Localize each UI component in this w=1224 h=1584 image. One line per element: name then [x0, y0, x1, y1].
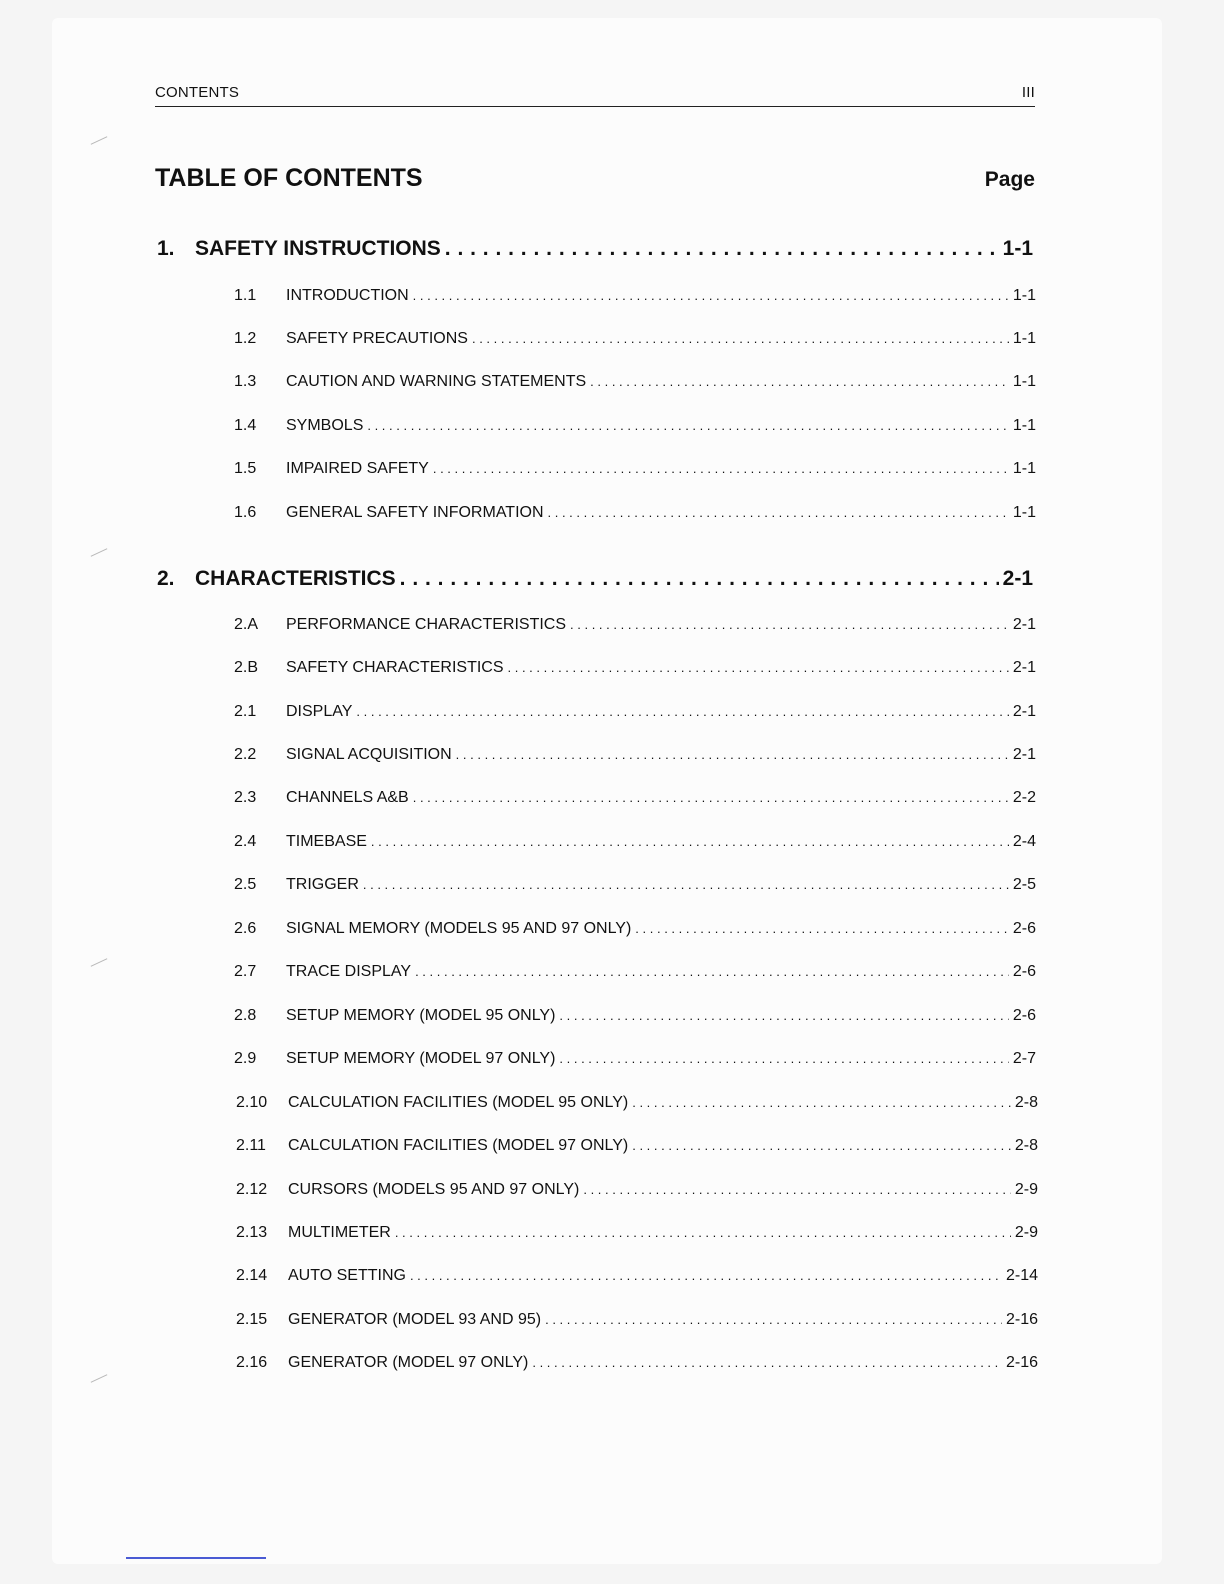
section-number: 2.2 — [234, 746, 257, 763]
section-title: SETUP MEMORY (MODEL 97 ONLY) — [286, 1050, 556, 1067]
section-title: PERFORMANCE CHARACTERISTICS — [286, 616, 567, 633]
section-number: 1.5 — [234, 460, 257, 477]
dot-leader — [559, 1051, 1008, 1066]
dot-leader — [545, 1312, 1002, 1327]
toc-chapter-1[interactable] — [157, 237, 1033, 261]
toc-entry-2-14[interactable] — [236, 1267, 1038, 1285]
section-number: 2.6 — [234, 920, 257, 937]
section-title: SETUP MEMORY (MODEL 95 ONLY) — [286, 1007, 556, 1024]
dot-leader — [433, 461, 1009, 476]
running-header-page-number: III — [1021, 84, 1035, 101]
section-title: INTRODUCTION — [286, 287, 409, 304]
dot-leader — [356, 704, 1008, 719]
dot-leader — [559, 1008, 1008, 1023]
running-header-section: CONTENTS — [155, 84, 240, 101]
section-title: SAFETY PRECAUTIONS — [286, 330, 468, 347]
section-title: IMPAIRED SAFETY — [286, 460, 429, 477]
toc-entry-2-1[interactable] — [234, 703, 1036, 721]
toc-entry-2-6[interactable] — [234, 920, 1036, 938]
section-title: AUTO SETTING — [288, 1267, 406, 1284]
toc-entry-1-3[interactable] — [234, 373, 1036, 391]
section-title: CAUTION AND WARNING STATEMENTS — [286, 373, 587, 390]
section-title: SIGNAL ACQUISITION — [286, 746, 452, 763]
section-title: SYMBOLS — [286, 417, 364, 434]
dot-leader — [456, 747, 1009, 762]
section-page: 2-4 — [1012, 833, 1036, 850]
section-number: 2.16 — [236, 1354, 268, 1371]
section-page: 1-1 — [1012, 417, 1036, 434]
section-number: 2.1 — [234, 703, 257, 720]
section-title: GENERATOR (MODEL 93 AND 95) — [288, 1311, 542, 1328]
section-number: 1.2 — [234, 330, 257, 347]
section-title: GENERAL SAFETY INFORMATION — [286, 504, 544, 521]
section-page: 2-6 — [1012, 920, 1036, 937]
toc-entry-2-4[interactable] — [234, 833, 1036, 851]
section-page: 2-1 — [1012, 659, 1036, 676]
toc-entry-1-5[interactable] — [234, 460, 1036, 478]
section-title: CHANNELS A&B — [286, 789, 409, 806]
section-page: 2-16 — [1005, 1311, 1038, 1328]
section-title: CURSORS (MODELS 95 AND 97 ONLY) — [288, 1181, 580, 1198]
dot-leader — [590, 374, 1009, 389]
section-page: 2-16 — [1005, 1354, 1038, 1371]
section-number: 1.1 — [234, 287, 257, 304]
chapter-page: 1-1 — [1002, 237, 1033, 260]
dot-leader — [413, 288, 1009, 303]
dot-leader — [363, 877, 1009, 892]
section-number: 2.5 — [234, 876, 257, 893]
dot-leader — [508, 660, 1009, 675]
toc-entry-2-11[interactable] — [236, 1137, 1038, 1155]
toc-entry-2-12[interactable] — [236, 1181, 1038, 1199]
toc-entry-2-a[interactable] — [234, 616, 1036, 634]
section-page: 1-1 — [1012, 373, 1036, 390]
section-number: 2.14 — [236, 1267, 268, 1284]
toc-entry-2-2[interactable] — [234, 746, 1036, 764]
section-number: 2.10 — [236, 1094, 268, 1111]
section-page: 2-8 — [1014, 1094, 1038, 1111]
dot-leader — [632, 1095, 1011, 1110]
dot-leader — [415, 964, 1009, 979]
section-number: 2.A — [234, 616, 259, 633]
section-number: 2.B — [234, 659, 259, 676]
section-number: 2.4 — [234, 833, 257, 850]
toc-page-column-label: Page — [984, 168, 1035, 191]
dot-leader — [367, 418, 1009, 433]
footer-rule — [126, 1557, 266, 1559]
section-page: 2-5 — [1012, 876, 1036, 893]
section-page: 2-7 — [1012, 1050, 1036, 1067]
dot-leader — [410, 1268, 1002, 1283]
chapter-title: SAFETY INSTRUCTIONS — [195, 237, 441, 260]
section-title: DISPLAY — [286, 703, 353, 720]
dot-leader — [532, 1355, 1002, 1370]
dot-leader — [445, 237, 999, 261]
section-number: 2.13 — [236, 1224, 268, 1241]
toc-heading — [155, 164, 1035, 200]
section-number: 1.3 — [234, 373, 257, 390]
dot-leader — [371, 834, 1009, 849]
toc-entry-1-4[interactable] — [234, 417, 1036, 435]
section-page: 2-1 — [1012, 746, 1036, 763]
section-title: TRIGGER — [286, 876, 359, 893]
section-page: 2-1 — [1012, 616, 1036, 633]
section-number: 2.3 — [234, 789, 257, 806]
section-number: 2.15 — [236, 1311, 268, 1328]
section-number: 2.12 — [236, 1181, 268, 1198]
section-title: MULTIMETER — [288, 1224, 391, 1241]
toc-entry-2-3[interactable] — [234, 789, 1036, 807]
section-number: 1.6 — [234, 504, 257, 521]
dot-leader — [413, 790, 1009, 805]
dot-leader — [583, 1182, 1011, 1197]
section-page: 2-1 — [1012, 703, 1036, 720]
chapter-number: 2. — [157, 567, 175, 590]
toc-entry-2-15[interactable] — [236, 1311, 1038, 1329]
dot-leader — [635, 921, 1009, 936]
toc-entry-1-6[interactable] — [234, 504, 1036, 522]
section-page: 1-1 — [1012, 287, 1036, 304]
dot-leader — [400, 567, 999, 591]
section-number: 2.7 — [234, 963, 257, 980]
dot-leader — [548, 505, 1009, 520]
section-title: TRACE DISPLAY — [286, 963, 412, 980]
section-title: TIMEBASE — [286, 833, 367, 850]
section-page: 2-14 — [1005, 1267, 1038, 1284]
section-number: 1.4 — [234, 417, 257, 434]
section-title: SAFETY CHARACTERISTICS — [286, 659, 504, 676]
section-title: GENERATOR (MODEL 97 ONLY) — [288, 1354, 529, 1371]
section-title: SIGNAL MEMORY (MODELS 95 AND 97 ONLY) — [286, 920, 632, 937]
toc-entry-2-13[interactable] — [236, 1224, 1038, 1242]
dot-leader — [395, 1225, 1011, 1240]
dot-leader — [472, 331, 1009, 346]
section-page: 2-6 — [1012, 963, 1036, 980]
toc-entry-1-2[interactable] — [234, 330, 1036, 348]
section-number: 2.8 — [234, 1007, 257, 1024]
toc-entry-2-7[interactable] — [234, 963, 1036, 981]
section-page: 2-6 — [1012, 1007, 1036, 1024]
section-title: CALCULATION FACILITIES (MODEL 95 ONLY) — [288, 1094, 629, 1111]
toc-entry-1-1[interactable] — [234, 287, 1036, 305]
toc-entry-2-9[interactable] — [234, 1050, 1036, 1068]
dot-leader — [570, 617, 1009, 632]
toc-chapter-2[interactable] — [157, 567, 1033, 591]
section-page: 2-8 — [1014, 1137, 1038, 1154]
section-page: 2-9 — [1014, 1181, 1038, 1198]
chapter-number: 1. — [157, 237, 175, 260]
chapter-title: CHARACTERISTICS — [195, 567, 396, 590]
dot-leader — [632, 1138, 1011, 1153]
chapter-page: 2-1 — [1002, 567, 1033, 590]
toc-entry-2-b[interactable] — [234, 659, 1036, 677]
toc-entry-2-8[interactable] — [234, 1007, 1036, 1025]
running-header — [155, 84, 1035, 107]
toc-entry-2-16[interactable] — [236, 1354, 1038, 1372]
section-page: 2-9 — [1014, 1224, 1038, 1241]
section-page: 2-2 — [1012, 789, 1036, 806]
toc-title: TABLE OF CONTENTS — [155, 164, 423, 192]
section-page: 1-1 — [1012, 460, 1036, 477]
toc-entry-2-10[interactable] — [236, 1094, 1038, 1112]
toc-entry-2-5[interactable] — [234, 876, 1036, 894]
section-number: 2.9 — [234, 1050, 257, 1067]
section-page: 1-1 — [1012, 504, 1036, 521]
section-page: 1-1 — [1012, 330, 1036, 347]
section-number: 2.11 — [236, 1137, 266, 1154]
section-title: CALCULATION FACILITIES (MODEL 97 ONLY) — [288, 1137, 629, 1154]
